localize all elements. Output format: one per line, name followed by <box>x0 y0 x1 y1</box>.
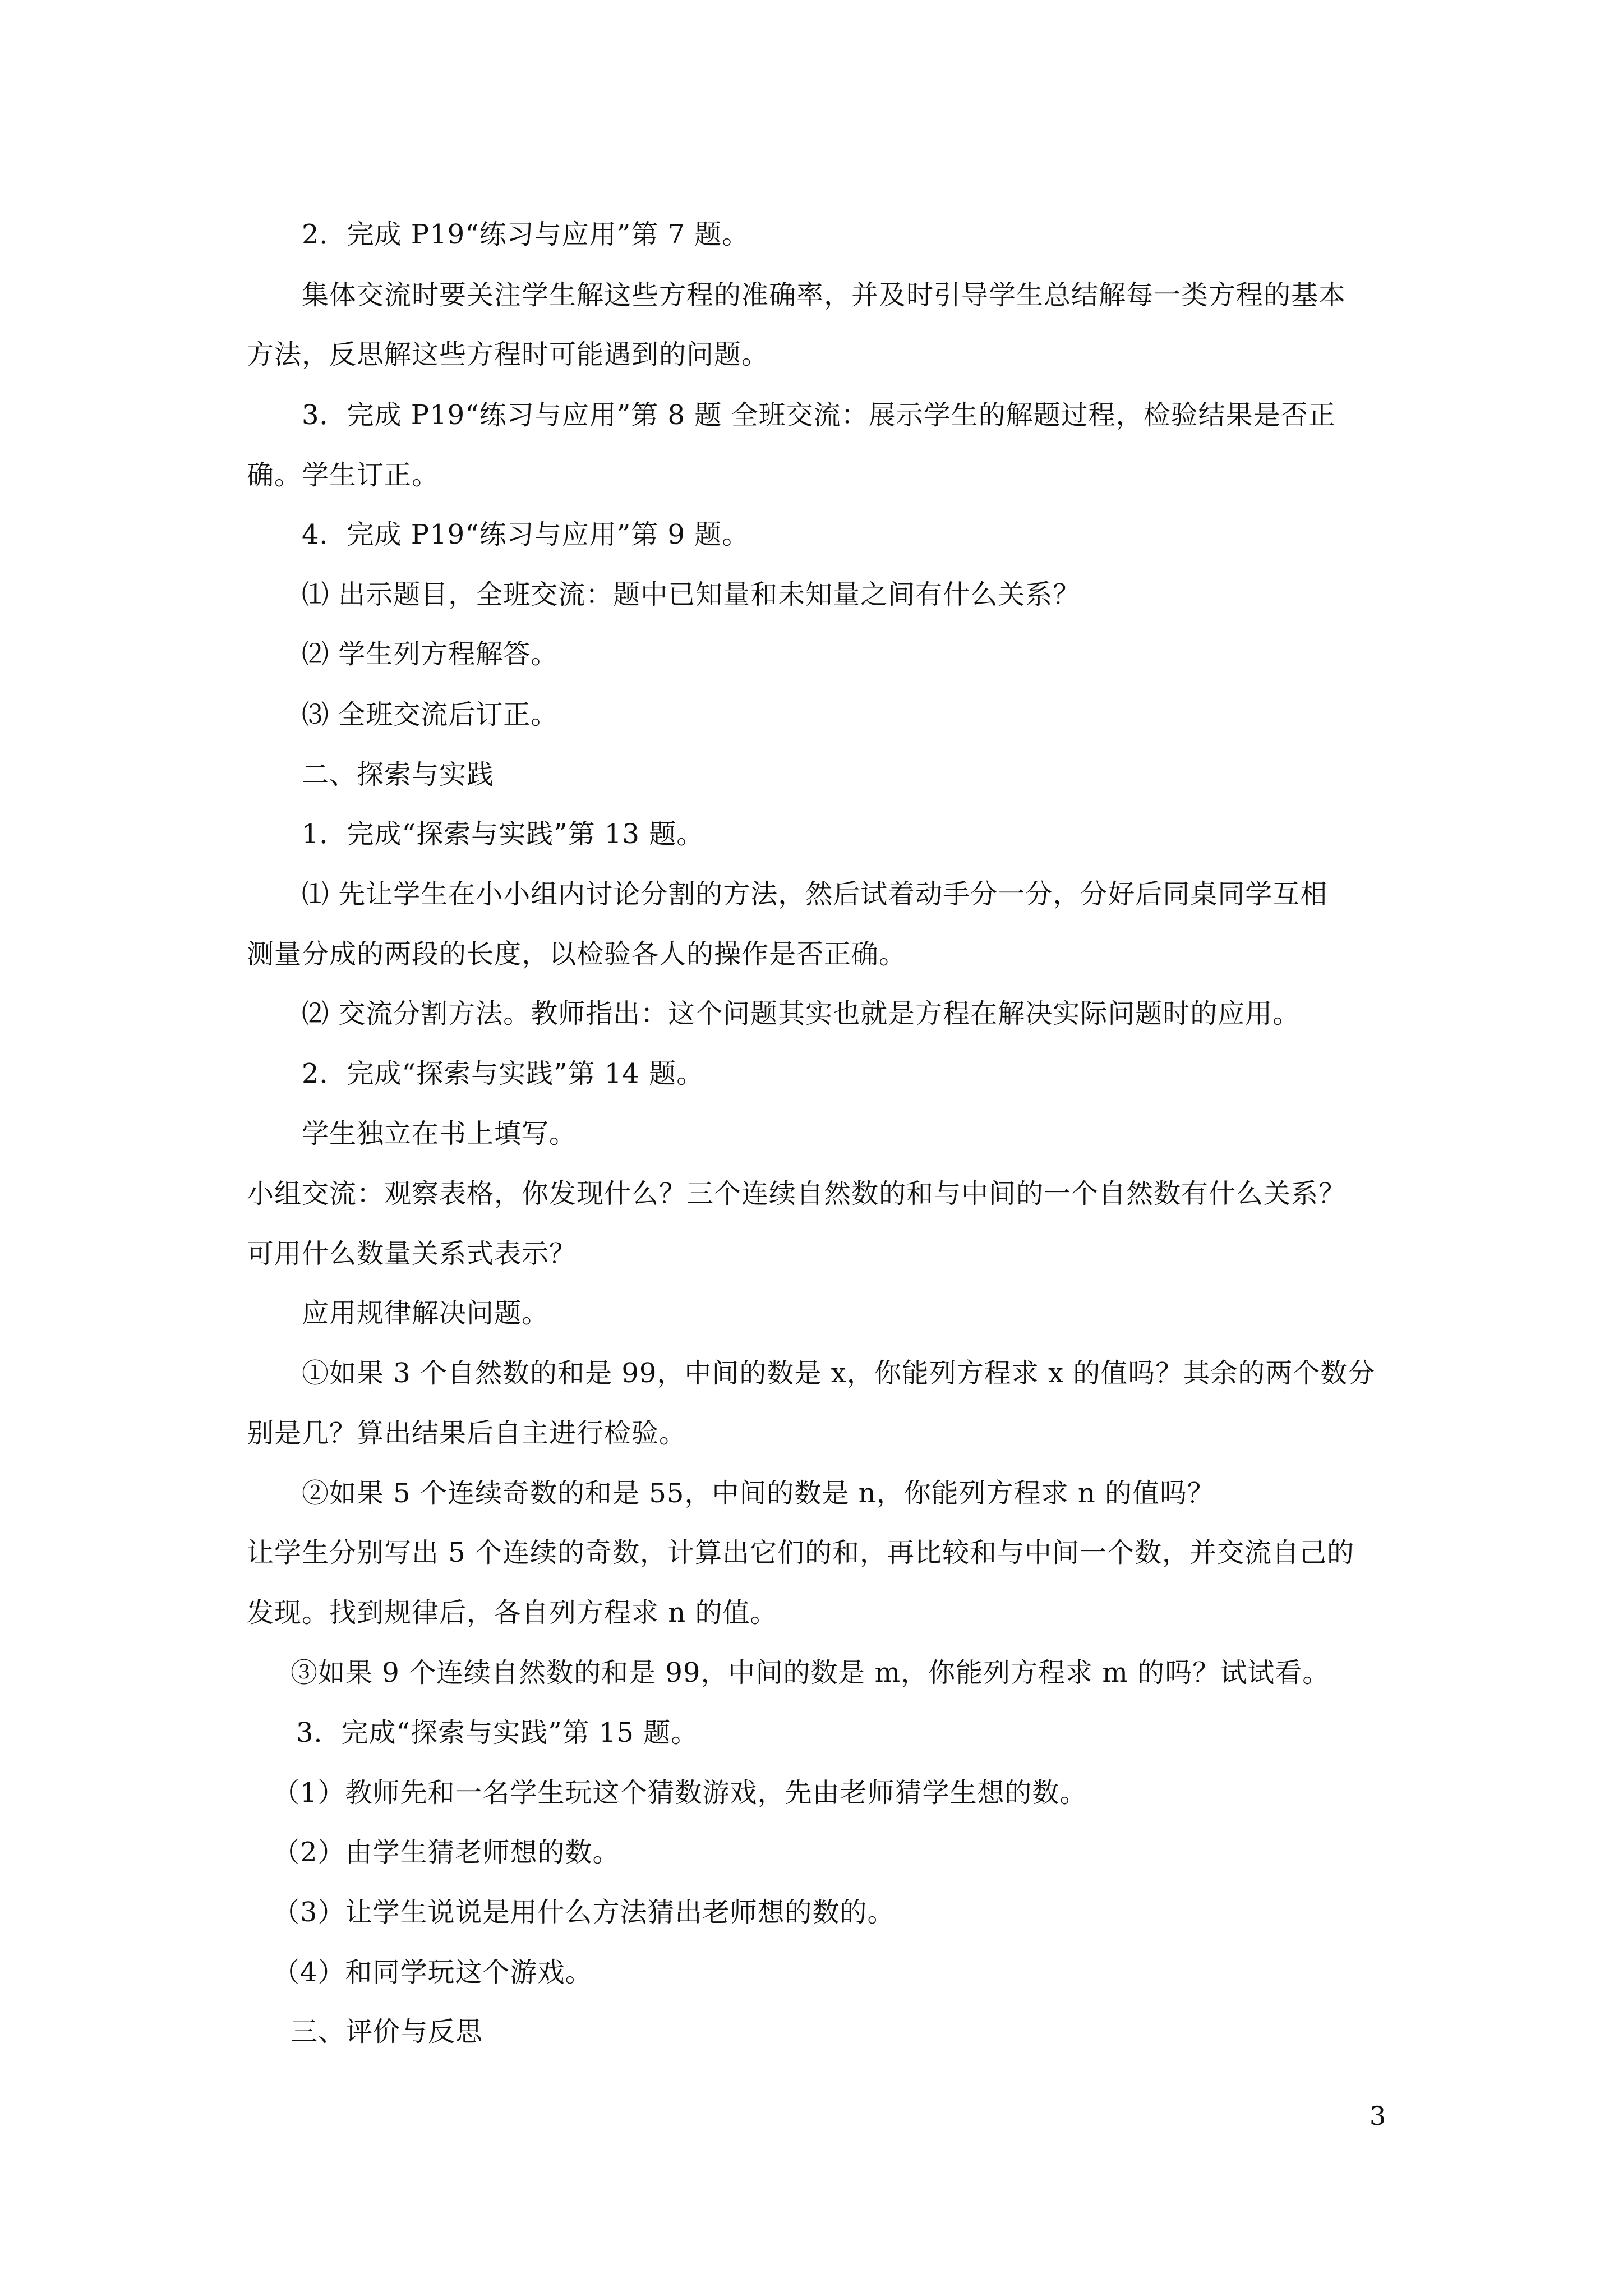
section-heading: 三、评价与反思 <box>291 2016 483 2047</box>
text-line: 可用什么数量关系式表示？ <box>247 1238 577 1269</box>
text-line: 小组交流：观察表格，你发现什么？三个连续自然数的和与中间的一个自然数有什么关系？ <box>247 1178 1347 1209</box>
text-line: 学生独立在书上填写。 <box>302 1118 577 1149</box>
text-line: 让学生分别写出 5 个连续的奇数，计算出它们的和，再比较和与中间一个数，并交流自己的 <box>247 1537 1355 1568</box>
text-line: 2．完成“探索与实践”第 14 题。 <box>302 1058 704 1089</box>
text-line: ⑵ 交流分割方法。教师指出：这个问题其实也就是方程在解决实际问题时的应用。 <box>302 998 1301 1029</box>
text-line: ⑴ 出示题目，全班交流：题中已知量和未知量之间有什么关系？ <box>302 579 1081 610</box>
text-line: ⑴ 先让学生在小小组内讨论分割的方法，然后试着动手分一分，分好后同桌同学互相 <box>302 878 1328 910</box>
section-heading: 二、探索与实践 <box>302 759 495 790</box>
text-line: 应用规律解决问题。 <box>302 1297 550 1329</box>
text-line: 集体交流时要关注学生解这些方程的准确率，并及时引导学生总结解每一类方程的基本 <box>302 279 1347 311</box>
text-line: （2）由学生猜老师想的数。 <box>273 1837 620 1868</box>
text-line: （1）教师先和一名学生玩这个猜数游戏，先由老师猜学生想的数。 <box>273 1777 1087 1809</box>
text-line: 方法，反思解这些方程时可能遇到的问题。 <box>247 339 769 370</box>
page-number: 3 <box>1370 2101 1386 2131</box>
text-line: 3．完成 P19“练习与应用”第 8 题 全班交流：展示学生的解题过程，检验结果是否正 <box>302 399 1336 431</box>
text-line: 2．完成 P19“练习与应用”第 7 题。 <box>302 219 750 250</box>
text-line: ③如果 9 个连续自然数的和是 99，中间的数是 m，你能列方程求 m 的吗？试试看。 <box>291 1657 1330 1688</box>
text-line: 3．完成“探索与实践”第 15 题。 <box>296 1717 699 1749</box>
text-line: ⑵ 学生列方程解答。 <box>302 638 559 670</box>
text-line: ②如果 5 个连续奇数的和是 55，中间的数是 n，你能列方程求 n 的值吗？ <box>302 1478 1215 1509</box>
text-line: 4．完成 P19“练习与应用”第 9 题。 <box>302 519 750 550</box>
text-line: （3）让学生说说是用什么方法猜出老师想的数的。 <box>273 1897 895 1928</box>
text-line: （4）和同学玩这个游戏。 <box>273 1957 593 1988</box>
text-line: 发现。找到规律后，各自列方程求 n 的值。 <box>247 1597 778 1628</box>
text-line: 别是几？算出结果后自主进行检验。 <box>247 1418 687 1449</box>
text-line: ⑶ 全班交流后订正。 <box>302 699 559 730</box>
text-line: 确。学生订正。 <box>247 459 440 491</box>
text-line: 测量分成的两段的长度，以检验各人的操作是否正确。 <box>247 938 907 970</box>
text-line: 1．完成“探索与实践”第 13 题。 <box>302 818 704 850</box>
text-line: ①如果 3 个自然数的和是 99，中间的数是 x，你能列方程求 x 的值吗？其余的两个数分 <box>302 1358 1376 1389</box>
